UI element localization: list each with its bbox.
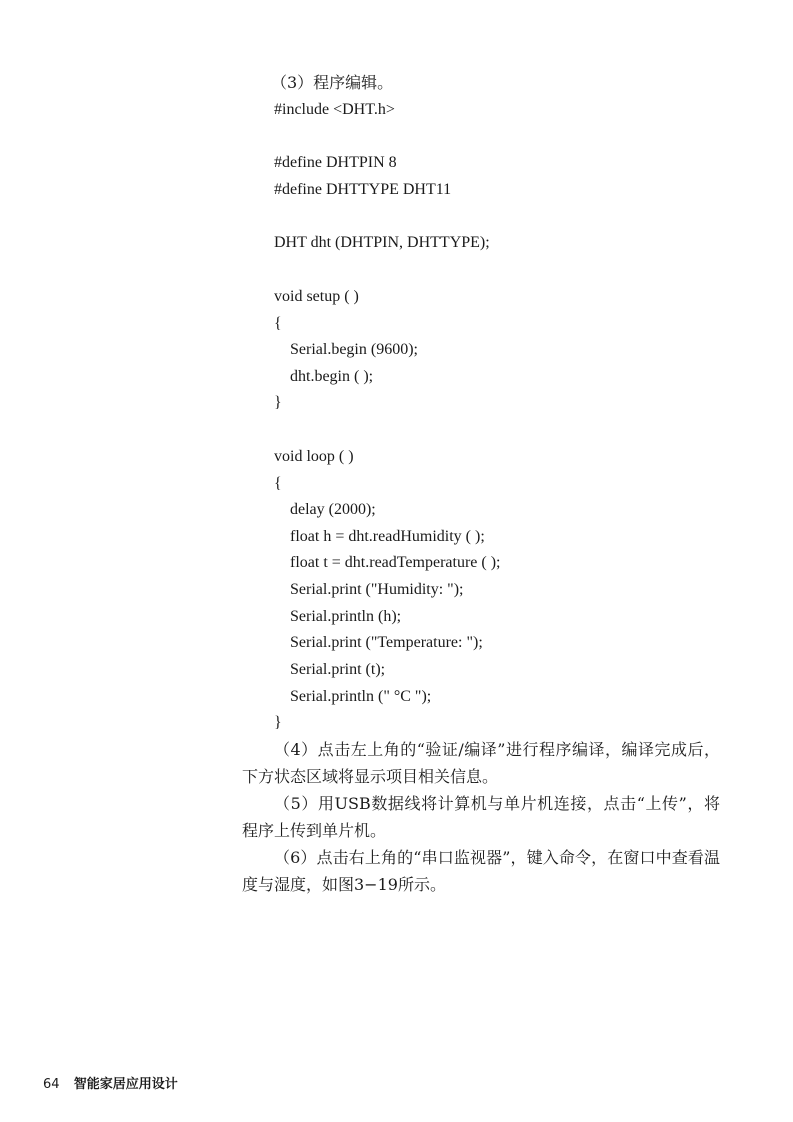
code-line-setup-open-brace: { bbox=[274, 315, 282, 332]
code-line-dht-object: DHT dht (DHTPIN, DHTTYPE); bbox=[274, 234, 490, 251]
step6-paragraph: （6）点击右上角的“串口监视器”，键入命令，在窗口中查看温度与湿度，如图3−19所示。 bbox=[242, 848, 720, 894]
code-line-setup-close-brace: } bbox=[274, 394, 282, 411]
code-line-setup-signature: void setup ( ) bbox=[274, 288, 359, 305]
code-line-read-humidity: float h = dht.readHumidity ( ); bbox=[290, 528, 485, 545]
code-line-dht-begin: dht.begin ( ); bbox=[290, 368, 374, 385]
step4-paragraph: （4）点击左上角的“验证/编译”进行程序编译，编译完成后，下方状态区域将显示项目相关信息。 bbox=[242, 740, 720, 786]
code-line-define-type: #define DHTTYPE DHT11 bbox=[274, 181, 452, 198]
page-number: 64 bbox=[43, 1077, 60, 1092]
code-line-serial-begin: Serial.begin (9600); bbox=[290, 341, 418, 358]
step3-heading: （3）程序编辑。 bbox=[271, 73, 394, 92]
code-line-define-pin: #define DHTPIN 8 bbox=[274, 154, 397, 171]
book-title: 智能家居应用设计 bbox=[73, 1077, 178, 1092]
code-line-loop-signature: void loop ( ) bbox=[274, 448, 354, 465]
code-line-println-h: Serial.println (h); bbox=[290, 608, 402, 625]
code-line-loop-close-brace: } bbox=[274, 714, 282, 731]
step5-paragraph: （5）用USB数据线将计算机与单片机连接，点击“上传”，将程序上传到单片机。 bbox=[242, 794, 720, 840]
code-line-print-humidity-label: Serial.print ("Humidity: "); bbox=[290, 581, 464, 598]
code-line-read-temperature: float t = dht.readTemperature ( ); bbox=[290, 554, 501, 571]
code-line-include: #include <DHT.h> bbox=[274, 101, 395, 118]
code-line-print-t: Serial.print (t); bbox=[290, 661, 386, 678]
page-footer bbox=[43, 1076, 178, 1094]
code-line-delay: delay (2000); bbox=[290, 501, 376, 518]
code-line-print-temperature-label: Serial.print ("Temperature: "); bbox=[290, 634, 483, 651]
code-line-loop-open-brace: { bbox=[274, 475, 282, 492]
code-line-println-celsius: Serial.println (" °C "); bbox=[290, 688, 432, 705]
